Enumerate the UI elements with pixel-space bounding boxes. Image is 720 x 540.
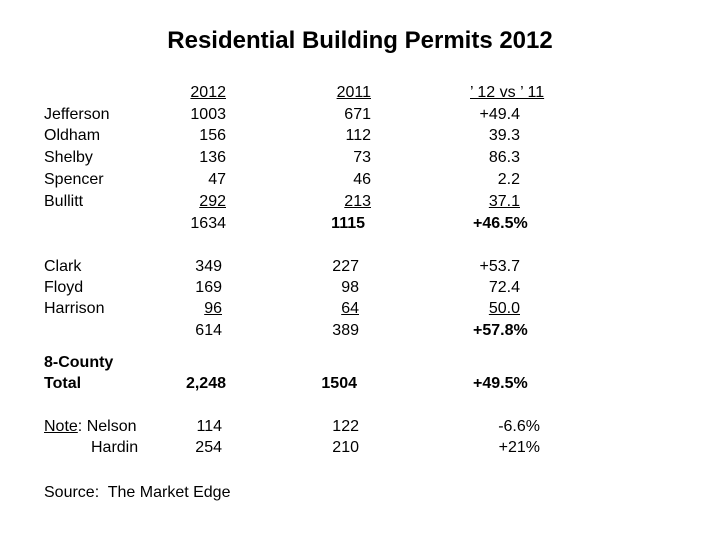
value-2011: 46 bbox=[353, 171, 371, 188]
county-name: Spencer bbox=[44, 171, 104, 188]
county-name: Nelson bbox=[86, 418, 137, 435]
value-2012: 169 bbox=[195, 279, 222, 296]
value-2012: 292 bbox=[199, 193, 226, 210]
value-2011: 227 bbox=[332, 258, 359, 275]
note-label: Note bbox=[44, 418, 78, 435]
value-change: 37.1 bbox=[488, 193, 520, 210]
county-name: Harrison bbox=[44, 300, 105, 317]
value-2012: 156 bbox=[199, 127, 226, 144]
value-2012: 1003 bbox=[190, 106, 226, 123]
subtotal-2011: 389 bbox=[332, 322, 359, 339]
county-name: Floyd bbox=[44, 279, 84, 296]
value-2011: 213 bbox=[344, 193, 371, 210]
note-line-1 bbox=[44, 416, 137, 437]
value-2011: 210 bbox=[332, 439, 359, 456]
county-name: Jefferson bbox=[44, 106, 110, 123]
value-change: -6.6% bbox=[498, 418, 540, 435]
value-change: 72.4 bbox=[488, 279, 520, 296]
header-change: ’ 12 vs ’ 11 bbox=[470, 84, 545, 101]
total-change: +49.5% bbox=[473, 375, 528, 392]
total-label: 8-County bbox=[44, 354, 114, 371]
total-label: Total bbox=[44, 375, 82, 392]
subtotal-2011: 1115 bbox=[331, 215, 365, 232]
value-2012: 136 bbox=[199, 149, 226, 166]
value-change: 2.2 bbox=[497, 171, 520, 188]
value-2011: 122 bbox=[332, 418, 359, 435]
value-2011: 98 bbox=[341, 279, 359, 296]
county-name: Clark bbox=[44, 258, 82, 275]
subtotal-change: +46.5% bbox=[473, 215, 528, 232]
county-name: Shelby bbox=[44, 149, 93, 166]
header-2011: 2011 bbox=[336, 84, 371, 101]
total-2012: 2,248 bbox=[185, 375, 226, 392]
subtotal-change: +57.8% bbox=[473, 322, 528, 339]
value-change: 39.3 bbox=[488, 127, 520, 144]
county-name: Bullitt bbox=[44, 193, 84, 210]
value-2012: 114 bbox=[196, 418, 222, 435]
header-2012: 2012 bbox=[190, 84, 226, 101]
subtotal-2012: 1634 bbox=[190, 215, 226, 232]
value-change: +21% bbox=[498, 439, 540, 456]
value-2011: 112 bbox=[345, 127, 371, 144]
source-note: Source: The Market Edge bbox=[44, 484, 231, 501]
value-change: 86.3 bbox=[488, 149, 520, 166]
county-name: Hardin bbox=[91, 439, 139, 456]
value-change: 50.0 bbox=[488, 300, 520, 317]
page-title: Residential Building Permits 2012 bbox=[167, 27, 553, 54]
value-2012: 47 bbox=[208, 171, 226, 188]
value-2012: 254 bbox=[195, 439, 222, 456]
value-2012: 96 bbox=[204, 300, 222, 317]
value-change: +53.7 bbox=[479, 258, 520, 275]
county-name: Oldham bbox=[44, 127, 101, 144]
value-2011: 64 bbox=[341, 300, 359, 317]
total-2011: 1504 bbox=[321, 375, 357, 392]
note-colon: : bbox=[77, 418, 87, 435]
subtotal-2012: 614 bbox=[195, 322, 222, 339]
value-2011: 73 bbox=[353, 149, 371, 166]
value-change: +49.4 bbox=[479, 106, 520, 123]
value-2011: 671 bbox=[344, 106, 371, 123]
value-2012: 349 bbox=[195, 258, 222, 275]
